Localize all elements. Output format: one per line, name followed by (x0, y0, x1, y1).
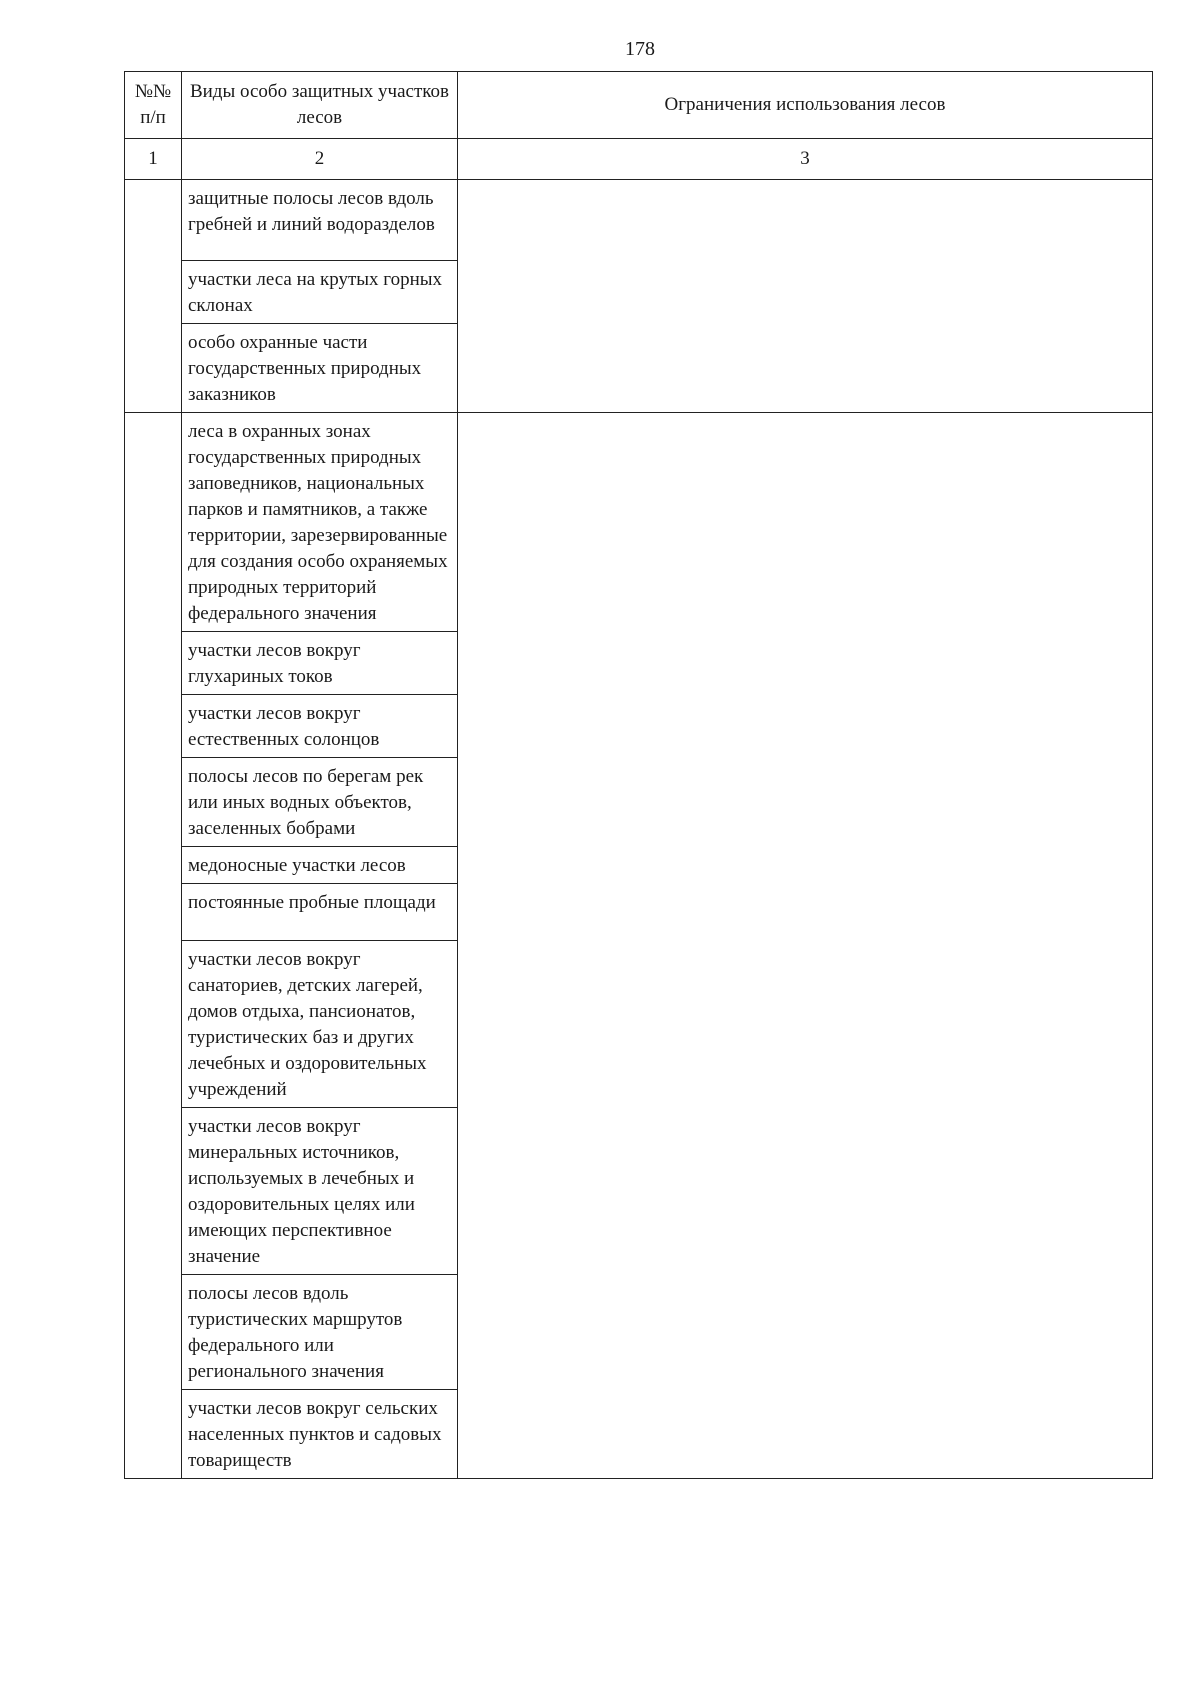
page-number: 178 (625, 38, 655, 60)
table-row (125, 413, 1153, 632)
forest-type-text: медоносные участки лесов (188, 855, 406, 876)
forest-type-text: участки лесов вокруг сельских населенных пунктов и садовых товариществ (188, 1398, 442, 1471)
forest-type-cell (182, 324, 458, 413)
table-row (125, 180, 1153, 261)
forest-type-cell (182, 180, 458, 261)
forest-type-cell (182, 1108, 458, 1275)
forest-type-text: защитные полосы лесов вдоль гребней и линий водоразделов (188, 188, 435, 235)
forest-restrictions-table (124, 71, 1153, 1479)
forest-type-text: участки лесов вокруг минеральных источников, используемых в лечебных и оздоровительных целях или имеющих перспективное значение (188, 1116, 415, 1267)
forest-type-text: полосы лесов по берегам рек или иных водных объектов, заселенных бобрами (188, 766, 424, 839)
forest-type-cell (182, 847, 458, 884)
forest-type-cell (182, 1390, 458, 1479)
forest-type-cell (182, 758, 458, 847)
forest-type-text: участки лесов вокруг санаториев, детских лагерей, домов отдыха, пансионатов, туристических баз и других лечебных и оздоровительных учреждений (188, 949, 427, 1100)
forest-type-text: постоянные пробные площади (188, 892, 436, 913)
forest-type-text: участки леса на крутых горных склонах (188, 269, 443, 316)
forest-type-cell (182, 632, 458, 695)
column-index-1: 1 (125, 139, 182, 180)
group-a-number-cell (125, 180, 182, 413)
group-b-restrictions-cell (458, 413, 1153, 1479)
forest-type-text: участки лесов вокруг естественных солонцов (188, 703, 380, 750)
forest-type-cell (182, 413, 458, 632)
column-index-3: 3 (458, 139, 1153, 180)
column-index-row (125, 139, 1153, 180)
table-header-row (125, 72, 1153, 139)
group-b-number-cell (125, 413, 182, 1479)
column-index-2: 2 (182, 139, 458, 180)
group-a-restrictions-cell (458, 180, 1153, 413)
forest-type-text: особо охранные части государственных природных заказников (188, 332, 422, 405)
forest-type-cell (182, 884, 458, 941)
header-forest-type: Виды особо защитных участков лесов (182, 72, 458, 139)
forest-type-cell (182, 695, 458, 758)
forest-type-cell (182, 941, 458, 1108)
forest-type-cell (182, 1275, 458, 1390)
forest-type-cell (182, 261, 458, 324)
forest-type-text: полосы лесов вдоль туристических маршрутов федерального или регионального значения (188, 1283, 403, 1382)
header-restrictions: Ограничения использования лесов (458, 72, 1153, 139)
forest-type-text: участки лесов вокруг глухариных токов (188, 640, 361, 687)
header-number: №№ п/п (125, 72, 182, 139)
forest-type-text: леса в охранных зонах государственных природных заповедников, национальных парков и памятников, а также территории, зарезервированные для создания особо охраняемых природных территорий федерального значения (188, 421, 448, 624)
